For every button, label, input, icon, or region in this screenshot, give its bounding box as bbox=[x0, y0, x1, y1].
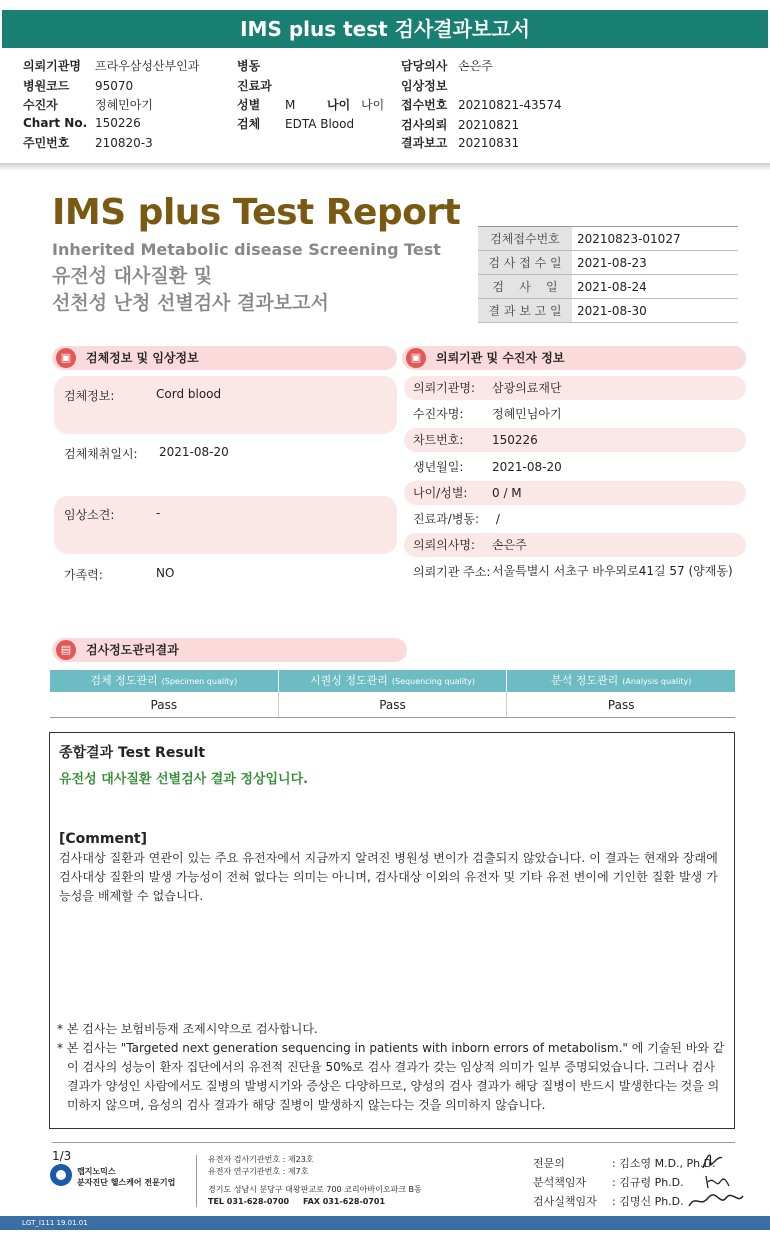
signature-icon bbox=[702, 1172, 732, 1192]
institution-row: 의뢰의사명: 손은주 bbox=[404, 533, 746, 557]
clinical-info-box bbox=[54, 496, 397, 554]
clinical-findings-row: 임상소견: - bbox=[64, 506, 161, 522]
institution-row: 진료과/병동: / bbox=[413, 512, 500, 526]
chart-no-field: Chart No. 150226 bbox=[23, 116, 141, 130]
qc-header-cell: 분석 정도관리 (Analysis quality) bbox=[550, 674, 692, 687]
note-item: * 본 검사는 "Targeted next generation sequencing in patients with inborn errors of metabolism." 에 기술된 바와 같이 검사의 성능이 환자 집단에서의 유전적 진단율 50%로 검사 결과가 갖는 임상적 의미가 일부 증명되었습니다. 그러나 검사 결과가 양성인 사람에서도 질병의 발병시기와 증상은 다양하므로, 양성의 검사 결과가 해당 질병이 반드시 발생한다는 것을 의미하지 않으며, 음성의 검사 결과가 해당 질병이 발생하지 않는다는 것을 의미하지 않습니다. bbox=[57, 1041, 725, 1112]
institution-section-header bbox=[402, 346, 746, 370]
page-number: 1/3 bbox=[52, 1149, 72, 1163]
institution-row: 수진자명: 정혜민님아기 bbox=[413, 407, 562, 421]
specimen-field: 검체 EDTA Blood bbox=[237, 117, 355, 131]
dept-field: 진료과 bbox=[237, 79, 272, 93]
specimen-info-box bbox=[54, 376, 397, 434]
result-title: 종합결과 Test Result bbox=[59, 745, 206, 761]
comment-title: [Comment] bbox=[59, 831, 148, 847]
report-subtitle-ko-line2: 선천성 난청 선별검사 결과보고서 bbox=[52, 292, 329, 314]
family-history-row: 가족력: NO bbox=[64, 566, 175, 582]
sex-field: 성별 M bbox=[237, 98, 296, 112]
report-date-field: 결과보고 20210831 bbox=[401, 136, 520, 150]
footer-divider bbox=[52, 1142, 735, 1143]
staff-row: 검사실책임자 : 김명신 Ph.D. bbox=[533, 1195, 684, 1208]
date-row: 결 과 보 고 일 2021-08-30 bbox=[478, 299, 738, 323]
report-title: IMS plus Test Report bbox=[52, 192, 461, 233]
qc-header-cell: 시퀀싱 정도관리 (Sequencing quality) bbox=[279, 670, 508, 692]
qc-header-cell: 검체 정도관리 (Specimen quality) bbox=[50, 670, 279, 692]
doctor-field: 담당의사 손은주 bbox=[401, 59, 493, 73]
form-code: LGT_I111 19.01.01 bbox=[22, 1219, 88, 1227]
clinical-info-field: 임상정보 bbox=[401, 79, 448, 93]
clipboard-icon: ▤ bbox=[56, 640, 76, 660]
collect-date-row: 검체채취일시: 2021-08-20 bbox=[64, 445, 229, 461]
institution-row: 차트번호: 150226 bbox=[404, 428, 746, 452]
comment-text: 검사대상 질환과 연관이 있는 주요 유전자에서 지금까지 알려진 병원성 변이가 검출되지 않았습니다. 이 결과는 현재와 장래에 검사대상 질환의 발생 가능성이 전혀 없다는 의미는 아니며, 검사대상 이외의 유전자 및 기타 유전 변이에 기인한 질환 발생 가능성을 배제할 수 없습니다. bbox=[59, 851, 718, 903]
qc-section-title: 검사정도관리결과 bbox=[86, 643, 179, 657]
company-name: 랩지노믹스 분자진단 헬스케어 전문기업 bbox=[77, 1167, 176, 1187]
summary-header bbox=[0, 0, 770, 165]
result-summary: 유전성 대사질환 선별검사 결과 정상입니다. bbox=[59, 772, 309, 787]
date-row: 검 사 일 2021-08-24 bbox=[478, 275, 738, 299]
signature-icon bbox=[700, 1150, 726, 1172]
date-row: 검 사 접 수 일 2021-08-23 bbox=[478, 251, 738, 275]
lab-info: 유전자 검사기관번호 : 제23호 유전자 연구기관번호 : 제7호 경기도 성남시 분당구 대왕판교로 700 코리아바이오파크 B동 TEL 031-628-0700 FAX 031-628-0701 bbox=[208, 1155, 422, 1206]
institution-section-title: 의뢰기관 및 수진자 정보 bbox=[436, 351, 565, 365]
ward-field: 병동 bbox=[237, 59, 261, 73]
age-field: 나이 나이 bbox=[327, 98, 385, 112]
form-code-bar bbox=[0, 1216, 770, 1230]
institution-row: 생년월일: 2021-08-20 bbox=[413, 460, 562, 474]
specimen-info-row: 검체정보: Cord blood bbox=[64, 387, 222, 403]
institution-row: 나이/성별: 0 / M bbox=[404, 481, 746, 505]
report-dates-table bbox=[478, 226, 738, 323]
hospital-code-field: 병원코드 95070 bbox=[23, 79, 134, 93]
request-date-field: 검사의뢰 20210821 bbox=[401, 118, 520, 132]
qc-section-header bbox=[52, 638, 407, 662]
report-subtitle-ko-line1: 유전성 대사질환 및 bbox=[52, 265, 213, 287]
qc-value-cell: Pass bbox=[279, 692, 508, 717]
qc-table-header bbox=[50, 670, 735, 692]
specimen-section-header bbox=[52, 346, 397, 370]
lock-icon: ▣ bbox=[406, 348, 426, 368]
lock-icon: ▣ bbox=[56, 348, 76, 368]
header-title: IMS plus test 검사결과보고서 bbox=[2, 10, 768, 48]
report-subtitle-en: Inherited Metabolic disease Screening Test bbox=[52, 240, 441, 259]
header-divider bbox=[0, 163, 770, 171]
company-logo-icon bbox=[50, 1164, 72, 1186]
note-item: * 본 검사는 보험비등재 조제시약으로 검사합니다. bbox=[57, 1022, 318, 1036]
staff-row: 분석책임자 : 김규령 Ph.D. bbox=[533, 1176, 684, 1189]
receipt-no-field: 접수번호 20210821-43574 bbox=[401, 98, 562, 112]
qc-table bbox=[50, 670, 735, 718]
qc-value-cell: Pass bbox=[607, 698, 635, 712]
patient-field: 수진자 정혜민아기 bbox=[23, 98, 153, 112]
specimen-section-title: 검체정보 및 임상정보 bbox=[86, 351, 199, 365]
resident-no-field: 주민번호 210820-3 bbox=[23, 136, 153, 150]
signature-icon bbox=[686, 1190, 746, 1210]
test-result-box bbox=[49, 732, 735, 1129]
footer-vertical-divider bbox=[196, 1155, 197, 1207]
qc-table-row bbox=[50, 692, 735, 718]
institution-row: 의뢰기관명: 삼광의료재단 bbox=[404, 376, 746, 400]
date-row: 검체접수번호 20210823-01027 bbox=[478, 227, 738, 251]
staff-row: 전문의 : 김소영 M.D., Ph.D. bbox=[533, 1157, 716, 1170]
qc-value-cell: Pass bbox=[50, 692, 279, 717]
result-notes bbox=[57, 1020, 727, 1115]
institution-field: 의뢰기관명 프라우삼성산부인과 bbox=[23, 59, 200, 73]
